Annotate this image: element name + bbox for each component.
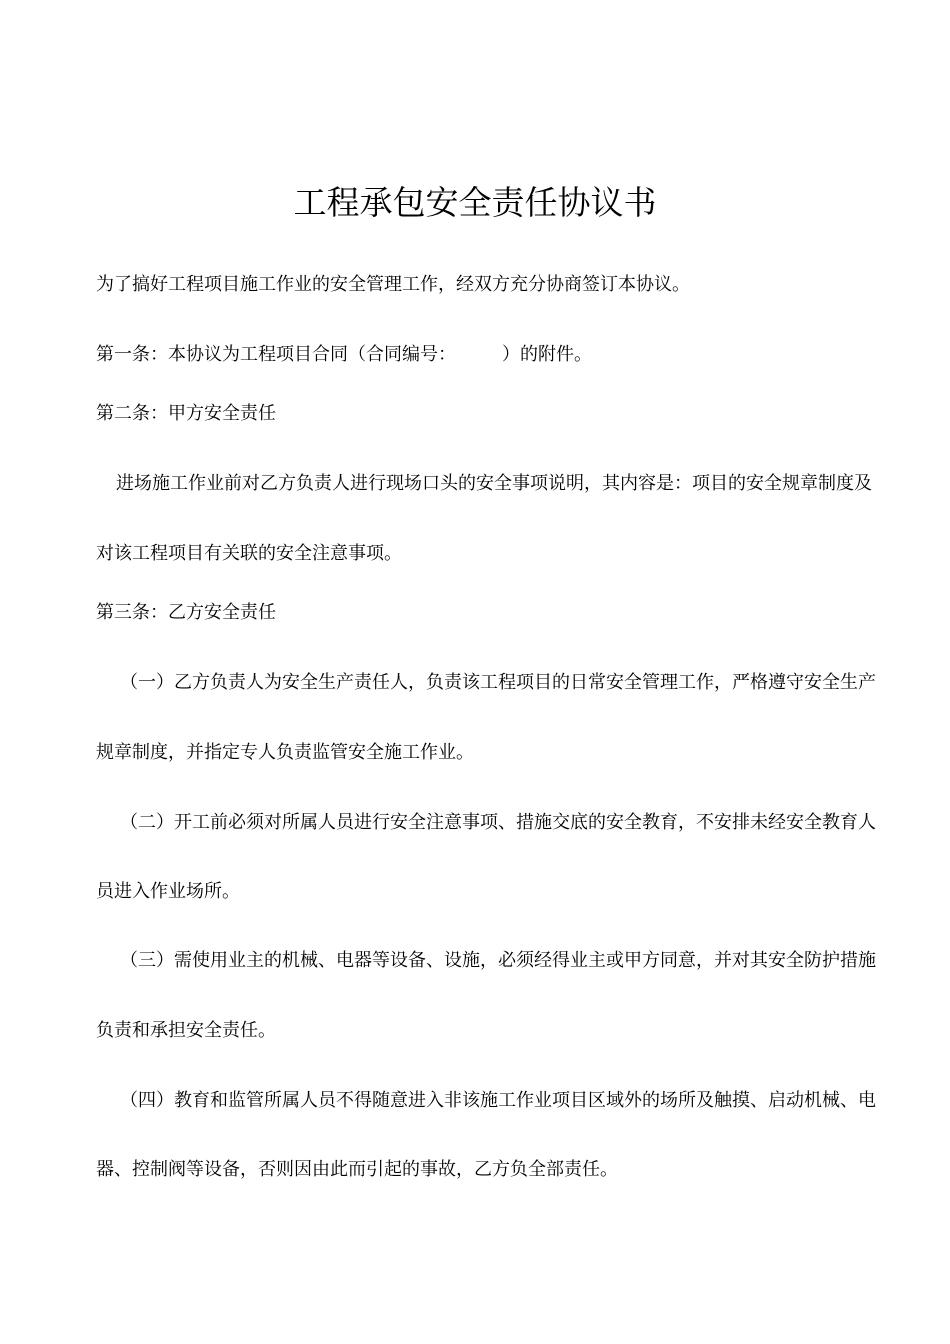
article-3-item-4-line-2: 器、控制阀等设备，否则因由此而引起的事故，乙方负全部责任。: [96, 1159, 618, 1180]
article-1-text-before: 第一条：本协议为工程项目合同（合同编号：: [96, 344, 456, 365]
article-2-paragraph-line-1: 进场施工作业前对乙方负责人进行现场口头的安全事项说明，其内容是：项目的安全规章制度及: [116, 473, 872, 494]
article-1-text-after: ）的附件。: [502, 344, 592, 365]
article-3-item-2-line-1: （二）开工前必须对所属人员进行安全注意事项、措施交底的安全教育，不安排未经安全教育人: [120, 812, 876, 833]
article-3-item-1-line-1: （一）乙方负责人为安全生产责任人，负责该工程项目的日常安全管理工作，严格遵守安全生产: [120, 672, 876, 693]
article-3-item-1-line-2: 规章制度，并指定专人负责监管安全施工作业。: [96, 742, 474, 763]
intro-paragraph: 为了搞好工程项目施工作业的安全管理工作，经双方充分协商签订本协议。: [96, 274, 690, 295]
article-3-item-2-line-2: 员进入作业场所。: [96, 881, 240, 902]
document-title: 工程承包安全责任协议书: [293, 183, 657, 222]
article-3-heading: 第三条：乙方安全责任: [96, 602, 276, 623]
article-2-paragraph-line-2: 对该工程项目有关联的安全注意事项。: [96, 543, 402, 564]
article-3-item-4-line-1: （四）教育和监管所属人员不得随意进入非该施工作业项目区域外的场所及触摸、启动机械、电: [120, 1090, 876, 1111]
article-3-item-3-line-2: 负责和承担安全责任。: [96, 1020, 276, 1041]
article-2-heading: 第二条：甲方安全责任: [96, 403, 276, 424]
article-1: [96, 342, 592, 368]
article-3-item-3-line-1: （三）需使用业主的机械、电器等设备、设施，必须经得业主或甲方同意，并对其安全防护措施: [120, 950, 876, 971]
